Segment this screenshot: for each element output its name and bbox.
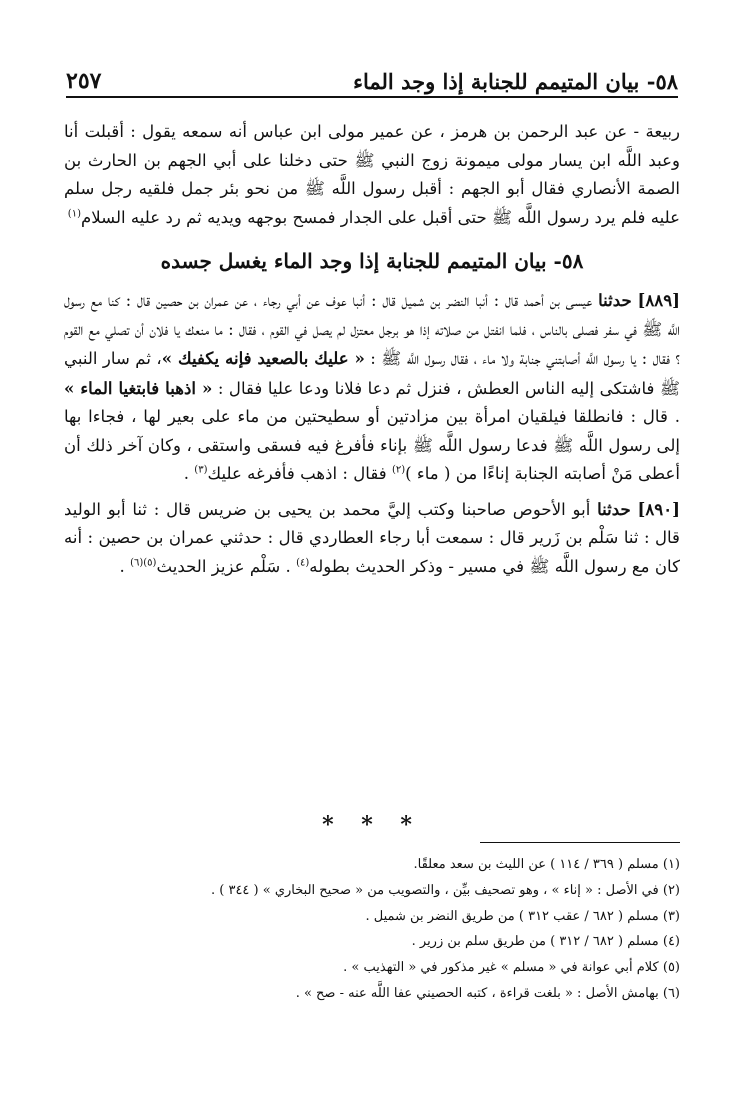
hadith-890-lead: حدثنا (597, 498, 631, 519)
hadith-889-end: . (183, 464, 190, 483)
hadith-889-number: [٨٨٩] (637, 290, 680, 310)
page-number: ٢٥٧ (66, 68, 102, 94)
hadith-889-quote-1: « عليك بالصعيد فإنه يكفيك » (161, 348, 365, 368)
hadith-890-text-1: أبو الأحوص صاحبنا وكتب إليَّ محمد بن يحيى بن ضريس قال : ثنا أبو الوليد قال : ثنا سَلْم بن زَرير قال : سمعت أبا رجاء العطاردي قال : حدثني عمران بن حصين : أنه كان مع رسول اللَّه ﷺ في مسير - وذكر الحديث بطوله (64, 499, 680, 576)
intro-text: ربيعة - عن عبد الرحمن بن هرمز ، عن عمير مولى ابن عباس أنه سمعه يقول : أقبلت أنا وعبد اللَّه ابن يسار مولى ميمونة زوج النبي ﷺ حتى دخلنا على أبي الجهم بن الحارث بن الصمة الأنصاري فقال أبو الجهم : أقبل رسول اللَّه ﷺ من نحو بئر جمل فلقيه رجل سلم عليه فلم يرد رسول اللَّه ﷺ حتى أقبل على الجدار فمسح بوجهه ويديه ثم رد عليه السلام (64, 122, 680, 227)
intro-paragraph (64, 118, 680, 232)
section-title: ٥٨- بيان المتيمم للجنابة إذا وجد الماء يغسل جسده (160, 249, 584, 273)
footnote-ref-1: (١) (67, 207, 81, 219)
hadith-889-text-4: فقال : اذهب فأفرغه عليك (207, 464, 387, 483)
footnote-6: (٦) بهامش الأصل : « بلغت قراءة ، كتبه الحصيني عفا اللَّه عنه - صح » . (295, 985, 680, 1001)
footnote-1: (١) مسلم ( ٣٦٩ / ١١٤ ) عن الليث بن سعد معلقًا. (413, 857, 680, 872)
footnote-4: (٤) مسلم ( ٦٨٢ / ٣١٢ ) من طريق سلم بن زرير . (411, 934, 680, 950)
hadith-889-quote-2: « اذهبا فابتغيا الماء » (64, 377, 213, 398)
hadith-889 (64, 286, 680, 489)
footnote-5: (٥) كلام أبي عوانة في « مسلم » غير مذكور في « التهذيب » . (343, 960, 680, 976)
footnote-ref-5-6: (٥)(٦) (130, 556, 157, 568)
hadith-889-text-1: عيسى بن أحمد قال : أنبا النضر بن شميل قال : أنبا عوف عن أبي رجاء ، عن عمران بن حصين قال : كنا مع رسول اللَّه ﷺ في سفر فصلى بالناس ، فلما انفتل من صلاته إذا هو برجل معتزل لم يصل في القوم ، فقال : ما منعك يا فلان أن تصلي مع القوم ؟ فقال : يا رسول اللَّه أصابتني جنابة ولا ماء ، فقال رسول اللَّه ﷺ : (64, 291, 681, 368)
section-divider-stars: * * * (322, 812, 422, 838)
hadith-890-number: [٨٩٠] (637, 498, 680, 519)
footnote-rule (480, 842, 680, 843)
hadith-889-lead: حدثنا (598, 290, 632, 310)
hadith-890 (64, 495, 680, 582)
footnote-2: (٢) في الأصل : « إناء » ، وهو تصحيف بيِّن ، والتصويب من « صحيح البخاري » ( ٣٤٤ ) . (211, 882, 680, 898)
hadith-890-text-2: . سَلْم عزيز الحديث (156, 556, 291, 576)
footnote-ref-2: (٢) (391, 464, 406, 476)
footnote-3: (٣) مسلم ( ٦٨٢ / عقب ٣١٢ ) من طريق النضر بن شميل . (365, 908, 680, 924)
page-header (66, 58, 678, 98)
footnote-ref-4: (٤) (296, 556, 310, 568)
footnote-ref-3: (٣) (194, 464, 208, 476)
page-body (64, 118, 680, 581)
hadith-889-text-2: ، ثم سار النبي ﷺ فاشتكى إليه الناس العطش ، فنزل ثم دعا فلانا ودعا عليا فقال : (64, 349, 681, 398)
hadith-889-text-3: . قال : فانطلقا فيلقيان امرأة بين مزادتين أو سطيحتين من ماء على بعير لها ، فجاءا بها إلى رسول اللَّه ﷺ فدعا رسول اللَّه ﷺ بإناء فأفرغ فيه فسقى واستقى ، وكان آخر ذلك أن أعطى مَنْ أصابته الجنابة إناءًا من ( ماء ) (64, 407, 680, 483)
hadith-890-end: . (119, 556, 125, 576)
footnotes (64, 852, 680, 1007)
running-title: ٥٨- بيان المتيمم للجنابة إذا وجد الماء (353, 69, 678, 94)
